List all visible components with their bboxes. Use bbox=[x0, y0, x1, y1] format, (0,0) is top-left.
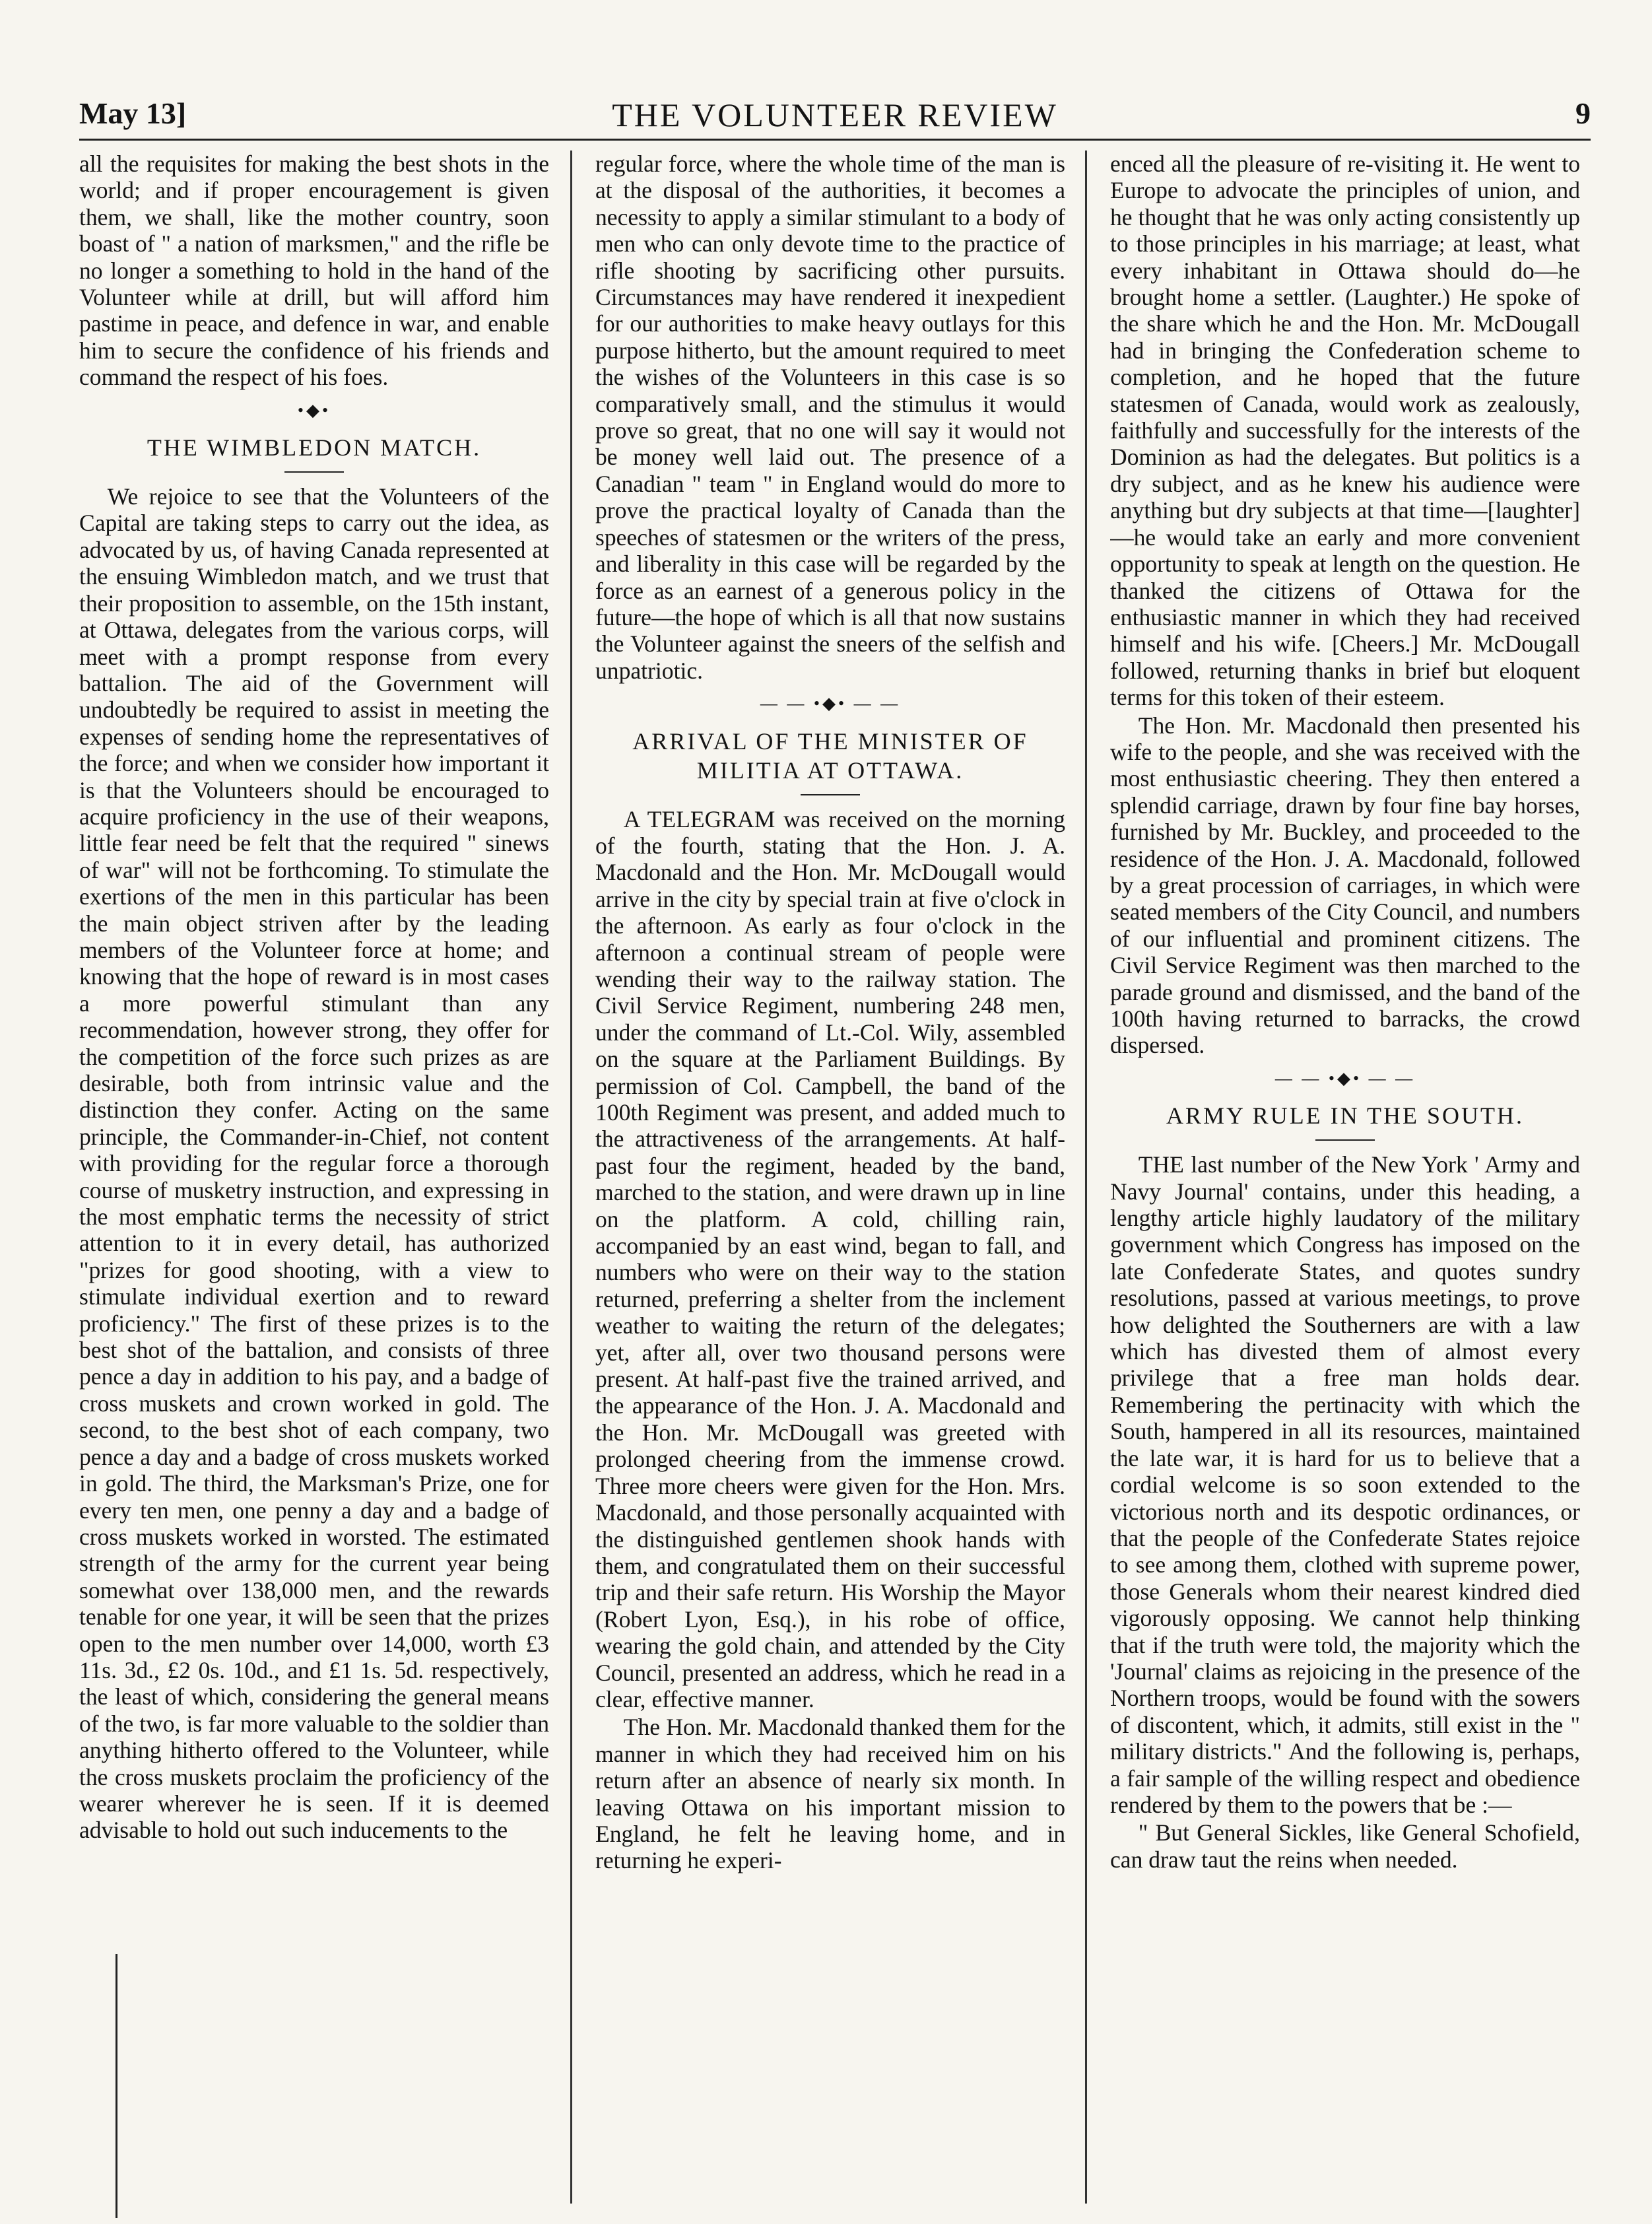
article-paragraph: enced all the pleasure of re-visiting it. He went to Europe to advocate the principles of union, and he thought that he was only acting consistently up to those principles in his marriage; at least, what every inhabitant in Ottawa should do—he brought home a settler. (Laughter.) He spoke of the share which he and the Hon. Mr. McDougall had in bringing the Confederation scheme to completion, and he hoped that the future statesmen of Canada, would work as zealously, faithfully and successfully for the interests of the Dominion as had the delegates. But politics is a dry subject, and as he knew his audience were anything but dry subjects at that time—[laughter]—he would take an early and more convenient opportunity to speak at length on the question. He thanked the citizens of Ottawa for the enthusiastic manner in which they had received himself and his wife. [Cheers.] Mr. McDougall followed, returning thanks in brief but eloquent terms for this token of their esteem. bbox=[1110, 151, 1580, 711]
masthead-title: THE VOLUNTEER REVIEW bbox=[612, 96, 1058, 133]
section-ornament: — — •◆• — — bbox=[1274, 1068, 1416, 1088]
heading-rule bbox=[801, 794, 860, 795]
article-paragraph: The Hon. Mr. Macdonald then presented his wife to the people, and she was received with the most enthusiastic cheering. They then entered a splendid carriage, drawn by four fine bay horses, furnished by Mr. Buckley, and proceeded to the residence of the Hon. J. A. Macdonald, followed by a great procession of carriages, in which were seated members of the City Council, and numbers of our influential and prominent citizens. The Civil Service Regiment was then marched to the parade ground and dismissed, and the band of the 100th having returned to barracks, the crowd dispersed. bbox=[1110, 712, 1580, 1059]
column-3 bbox=[1110, 151, 1580, 2197]
article-paragraph: regular force, where the whole time of the man is at the disposal of the authorities, it becomes a necessity to apply a similar stimulant to a body of men who can only devote time to the practice of rifle shooting by sacrificing other pursuits. Circumstances may have rendered it inexpedient for our authorities to make heavy outlays for this purpose hitherto, but the amount required to meet the wishes of the Volunteers in this case is so comparatively small, and the stimulus it would prove so great, that no one will say it would not be money well laid out. The presence of a Canadian " team " in England would do more to prove the practical loyalty of Canada than the speeches of statesmen or the writers of the press, and liberality in this case will be regarded by the force as an earnest of a generous policy in the future—the hope of which is all that now sustains the Volunteer against the sneers of the selfish and unpatriotic. bbox=[595, 151, 1065, 684]
column-divider bbox=[1085, 151, 1087, 2204]
column-divider bbox=[570, 151, 572, 2204]
column-2 bbox=[595, 151, 1065, 2197]
issue-date: May 13] bbox=[79, 96, 187, 130]
column-1 bbox=[79, 151, 549, 2197]
article-paragraph: THE last number of the New York ' Army and Navy Journal' contains, under this heading, a lengthy article highly laudatory of the military government which Congress has imposed on the late Confederate States, and quotes sundry resolutions, passed at various meetings, to prove how delighted the Southerners are with a law which has divested them of almost every privilege that a free man holds dear. Remembering the pertinacity with which the South, hampered in all its resources, maintained the late war, it is hard for us to believe that a cordial welcome is so soon extended to the victorious north and its despotic ordinances, or that the people of the Confederate States rejoice to see among them, clothed with supreme power, those Generals whom their nearest kindred died vigorously opposing. We cannot help thinking that if the truth were told, the majority which the 'Journal' claims as rejoicing in the presence of the Northern troops, would be found with the sowers of discontent, which, it admits, still exist in the " military districts." And the following is, perhaps, a fair sample of the willing respect and obedience rendered by them to the powers that be :— bbox=[1110, 1151, 1580, 1818]
article-paragraph: " But General Sickles, like General Schofield, can draw taut the reins when needed. bbox=[1110, 1819, 1580, 1873]
section-ornament: — — •◆• — — bbox=[760, 694, 901, 714]
header-rule bbox=[79, 139, 1591, 141]
article-heading: ARRIVAL OF THE MINISTER OF MILITIA AT OTTAWA. bbox=[632, 727, 1028, 784]
article-paragraph: The Hon. Mr. Macdonald thanked them for the manner in which they had received him on his return after an absence of nearly six month. In leaving Ottawa on his important mission to England, he felt he leaving home, and in returning he experi- bbox=[595, 1714, 1065, 1874]
page-header bbox=[79, 96, 1591, 142]
article-paragraph: A TELEGRAM was received on the morning of the fourth, stating that the Hon. J. A. Macdonald and the Hon. Mr. McDougall would arrive in the city by special train at five o'clock in the afternoon. As early as four o'clock in the afternoon a continual stream of people were wending their way to the railway station. The Civil Service Regiment, numbering 248 men, under the command of Lt.-Col. Wily, assembled on the square at the Parliament Buildings. By permission of Col. Campbell, the band of the 100th Regiment was present, and added much to the attractiveness of the arrangements. At half-past four the regiment, headed by the band, marched to the station, and were drawn up in line on the platform. A cold, chilling rain, accompanied by an east wind, began to fall, and numbers who were on their way to the station returned, preferring a shelter from the inclement weather to waiting the return of the delegates; yet, after all, over two thousand persons were present. At half-past five the trained arrived, and the appearance of the Hon. J. A. Macdonald and the Hon. Mr. McDougall was greeted with prolonged cheering from the immense crowd. Three more cheers were given for the Hon. Mrs. Macdonald, and those personally acquainted with the distinguished gentlemen shook hands with them, and congratulated them on their successful trip and their safe return. His Worship the Mayor (Robert Lyon, Esq.), in his robe of office, wearing the gold chain, and attended by the City Council, presented an address, which he read in a clear, effective manner. bbox=[595, 805, 1065, 1712]
heading-rule bbox=[284, 471, 344, 473]
article-paragraph: all the requisites for making the best shots in the world; and if proper encouragement is given them, we shall, like the mother country, soon boast of " a nation of marksmen," and the rifle be no longer a something to hold in the hand of the Volunteer while at drill, but will afford him pastime in peace, and defence in war, and enable him to secure the confidence of his friends and command the respect of his foes. bbox=[79, 151, 549, 391]
page-number: 9 bbox=[1575, 96, 1591, 130]
article-heading: ARMY RULE IN THE SOUTH. bbox=[1166, 1102, 1524, 1129]
section-ornament: •◆• bbox=[297, 400, 331, 420]
heading-rule bbox=[1315, 1139, 1375, 1141]
article-heading: THE WIMBLEDON MATCH. bbox=[147, 434, 482, 461]
article-paragraph: We rejoice to see that the Volunteers of the Capital are taking steps to carry out the idea, as advocated by us, of having Canada represented at the ensuing Wimbledon match, and we trust that their proposition to assemble, on the 15th instant, at Ottawa, delegates from the various corps, will meet with a prompt response from every battalion. The aid of the Government will undoubtedly be required to assist in meeting the expenses of sending home the representatives of the force; and when we consider how important it is that the Volunteers should be encouraged to acquire proficiency in the use of their weapons, little fear need be felt that the required " sinews of war" will not be forthcoming. To stimulate the exertions of the men in this particular has been the main object striven after by the leading members of the Volunteer force at home; and knowing that the hope of reward is in most cases a more powerful stimulant than any recommendation, however strong, they offer for the competition of the force such prizes as are desirable, both from intrinsic value and the distinction they confer. Acting on the same principle, the Commander-in-Chief, not content with providing for the regular force a thorough course of musketry instruction, and expressing in the most emphatic terms the necessity of strict attention to it in every detail, has authorized "prizes for good shooting, with a view to stimulate individual exertion and to reward proficiency." The first of these prizes is to the best shot of the battalion, and consists of three pence a day in addition to his pay, and a badge of cross muskets and crown worked in gold. The second, to the best shot of each company, two pence a day and a badge of cross muskets worked in gold. The third, the Marksman's Prize, one for every ten men, one penny a day and a badge of cross muskets worked in worsted. The estimated strength of the army for the current year being somewhat over 138,000 men, and the rewards tenable for one year, it will be seen that the prizes open to the men number over 14,000, worth £3 11s. 3d., £2 0s. 10d., and £1 1s. 5d. respectively, the least of which, considering the general means of the two, is far more valuable to the soldier than anything hitherto offered to the Volunteer, while the cross muskets proclaim the proficiency of the wearer wherever he is seen. If it is deemed advisable to hold out such inducements to the bbox=[79, 483, 549, 1844]
